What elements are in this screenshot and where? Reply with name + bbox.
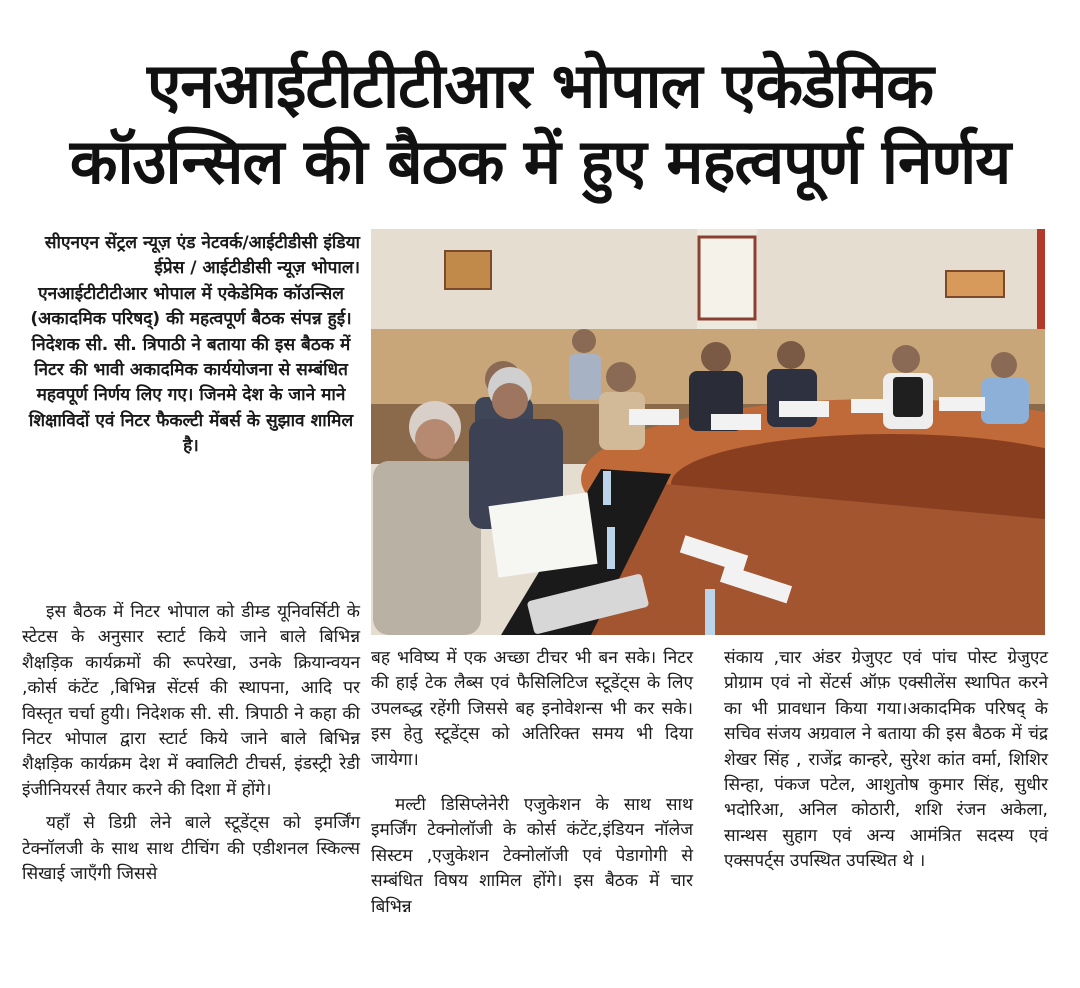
byline: सीएनएन सेंट्रल न्यूज़ एंड नेटवर्क/आईटीडीसी इंडिया ईप्रेस / आईटीडीसी न्यूज़ भोपाल। — [44, 233, 360, 279]
headline-line-2: कॉउन्सिल की बैठक में हुए महत्वपूर्ण निर्णय — [69, 125, 1011, 198]
column-3 — [724, 646, 1048, 875]
lead-paragraph: एनआईटीटीटीआर भोपाल में एकेडेमिक कॉउन्सिल (अकादमिक परिषद्) की महत्वपूर्ण बैठक संपन्न हुई। निदेशक सी. सी. त्रिपाठी ने बताया की इस बैठक में निटर की भावी अकादमिक कार्ययोजना से सम्बंधित महवपूर्ण निर्णय लिए गए। जिनमे देश के जाने माने शिक्षाविदों एवं निटर फैकल्टी मेंबर्स के सुझाव शामिल है। — [28, 283, 354, 457]
column-2 — [371, 646, 693, 920]
column-2-paragraph-2: मल्टी डिसिप्लेनेरी एजुकेशन के साथ साथ इमर्जिंग टेक्नोलॉजी के कोर्स कंटेंट,इंडियन नॉलेज सिस्टम ,एजुकेशन टेक्नोलॉजी एवं पेडागोगी से सम्बंधित विषय शामिल होंगे। इस बैठक में चार बिभिन्न — [371, 795, 693, 917]
column-2-paragraph-1: बह भविष्य में एक अच्छा टीचर भी बन सके। निटर की हाई टेक लैब्स एवं फैसिलिटिज स्टूडेंट्स के लिए उपलब्द्ध रहेंगी जिससे बह इनोवेशन्स भी कर सके। इस हेतु स्टूडेंट्स को अतिरिक्त समय भी दिया जायेगा। — [371, 648, 693, 770]
intro-block — [22, 231, 360, 460]
headline — [0, 48, 1080, 200]
headline-line-1: एनआईटीटीटीआर भोपाल एकेडेमिक — [146, 49, 934, 122]
column-1 — [22, 600, 360, 887]
meeting-photo — [371, 229, 1045, 635]
column-1-paragraph-1: इस बैठक में निटर भोपाल को डीम्ड यूनिवर्सिटी के स्टेटस के अनुसार स्टार्ट किये जाने बाले बिभिन्न शैक्षड़िक कार्यक्रमों की रूपरेखा, उनके क्रियान्वयन ,कोर्स कंटेंट ,बिभिन्न सेंटर्स की स्थापना, आदि पर विस्तृत चर्चा हुयी। निदेशक सी. सी. त्रिपाठी ने कहा की निटर भोपाल द्वारा स्टार्ट किये जाने बाले बिभिन्न शैक्षड़िक कार्यक्रम देश में क्वालिटी टीचर्स, इंडस्ट्री रेडी इंजीनियरर्स तैयार करने की दिशा में होंगे। — [22, 602, 360, 800]
column-3-paragraph-1: संकाय ,चार अंडर ग्रेजुएट एवं पांच पोस्ट ग्रेजुएट प्रोग्राम एवं नो सेंटर्स ऑफ़ एक्सीलेंस स्थापित करने का भी प्रावधान किया गया।अकादमिक परिषद् के सचिव संजय अग्रवाल ने बताया की इस बैठक में चंद्र शेखर सिंह , राजेंद्र कान्हरे, सुरेश कांत वर्मा, शिशिर सिन्हा, पंकज पटेल, आशुतोष कुमार सिंह, सुधीर भदोरिआ, अनिल कोठारी, शशि रंजन अकेला, सान्थस सुहाग एवं अन्य आमंत्रित सदस्य एवं एक्सपर्ट्स उपस्थित उपस्थित थे । — [724, 648, 1048, 872]
column-1-paragraph-2: यहाँ से डिग्री लेने बाले स्टूडेंट्स को इमर्जिंग टेक्नॉलजी के साथ साथ टीचिंग की एडीशनल स्किल्स सिखाई जाएँगी जिससे — [22, 813, 360, 885]
